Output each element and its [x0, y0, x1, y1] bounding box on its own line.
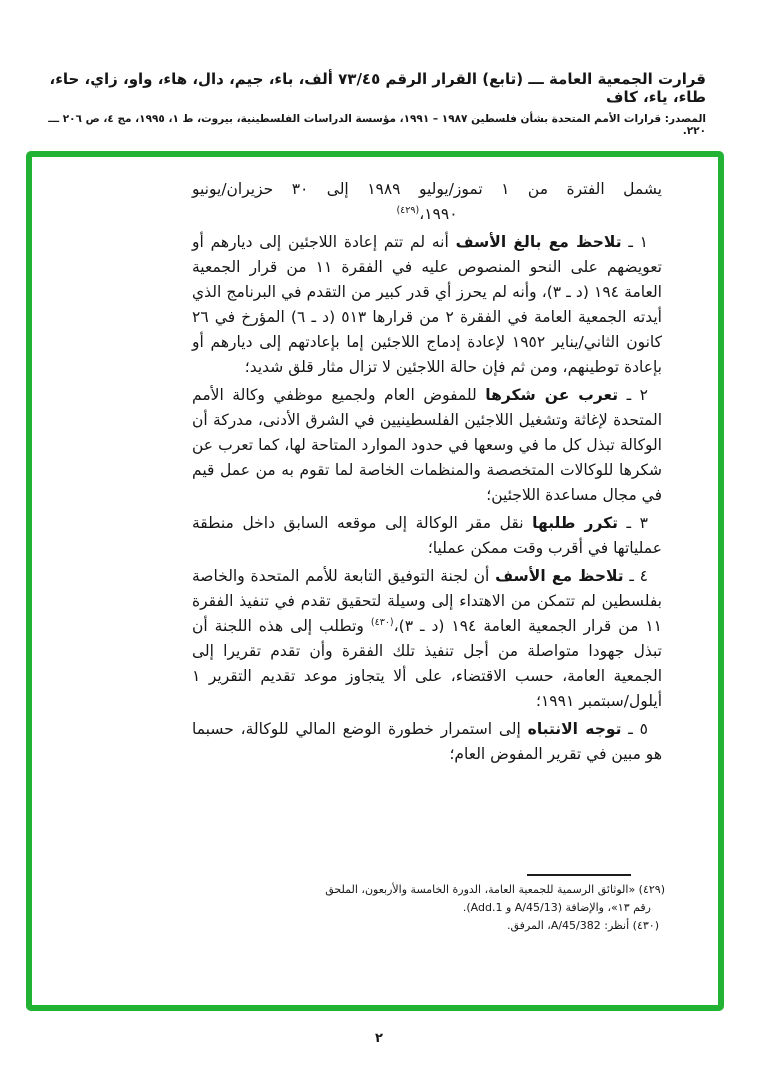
preamble-line-1: يشمل الفترة من ١ تموز/يوليو ١٩٨٩ إلى ٣٠ حزيران/يونيو	[192, 180, 662, 198]
preamble-year: ١٩٩٠،	[419, 205, 458, 223]
footnote-430: (٤٣٠) أنظر: A/45/382، المرفق.	[507, 919, 659, 932]
footnotes	[291, 881, 665, 935]
footnote-429-line-1: (٤٢٩) «الوثائق الرسمية للجمعية العامة، الدورة الخامسة والأربعون، الملحق	[325, 883, 665, 896]
header-source: المصدر: قرارات الأمم المتحدة بشأن فلسطين ١٩٨٧ – ١٩٩١، مؤسسة الدراسات الفلسطينية، بيروت، ط ١، ١٩٩٥، مج ٤، ص ٢٠٦ ـــ ٢٢٠.	[48, 113, 706, 137]
paragraph-number: ٢ ـ	[618, 386, 648, 404]
paragraph-4	[192, 564, 662, 714]
paragraph-lead-bold: تلاحظ مع بالغ الأسف	[455, 233, 622, 251]
paragraph-lead-bold: تلاحظ مع الأسف	[495, 567, 624, 585]
paragraph-text-cont: وتطلب إلى هذه اللجنة أن تبذل جهودا متواصلة من أجل تنفيذ تلك الفقرة وأن تقدم تقريرا إلى الجمعية العامة، حسب الاقتضاء، على ألا يتجاوز موعد تقديم التقرير ١ أيلول/سبتمبر ١٩٩١؛	[192, 617, 662, 710]
paragraph-text: إلى استمرار خطورة الوضع المالي للوكالة، حسبما هو مبين في تقرير المفوض العام؛	[192, 720, 662, 763]
paragraph-text: نقل مقر الوكالة إلى موقعه السابق داخل منطقة عملياتها في أقرب وقت ممكن عمليا؛	[192, 514, 662, 557]
footnote-divider	[527, 874, 631, 876]
preamble-line-2	[192, 202, 662, 227]
paragraph-text: أن لجنة التوفيق التابعة للأمم المتحدة والخاصة بفلسطين لم تتمكن من الاهتداء إلى وسيلة لتحقيق تقدم في تنفيذ الفقرة ١١ من قرار الجمعية العامة ١٩٤ (د ـ ٣)،	[192, 567, 662, 635]
paragraph-5	[192, 717, 662, 767]
footnote-ref-430: (٤٣٠)	[370, 616, 394, 628]
resolution-body	[192, 177, 662, 770]
header-title: قرارت الجمعية العامة ـــ (تابع) القرار الرقم ٧٣/٤٥ ألف، باء، جيم، دال، هاء، واو، زاي، حاء، طاء، ياء، كاف	[49, 70, 706, 106]
paragraph-3	[192, 511, 662, 561]
page-number: ٢	[375, 1031, 383, 1046]
paragraph-lead-bold: تكرر طلبها	[532, 514, 618, 532]
paragraph-number: ٤ ـ	[623, 567, 648, 585]
page-header	[40, 70, 706, 137]
paragraph-number: ٥ ـ	[621, 720, 648, 738]
paragraph-1	[192, 230, 662, 380]
paragraph-number: ١ ـ	[621, 233, 648, 251]
paragraph-lead-bold: توجه الانتباه	[527, 720, 622, 738]
footnote-ref-429: (٤٢٩)	[396, 204, 420, 216]
paragraph-2	[192, 383, 662, 508]
paragraph-text: أنه لم تتم إعادة اللاجئين إلى ديارهم أو تعويضهم على النحو المنصوص عليه في الفقرة ١١ من قرار الجمعية العامة ١٩٤ (د ـ ٣)، وأنه لم يحرز أي قدر كبير من التقدم في البرنامج الذي أيدته الجمعية العامة في الفقرة ٢ من قرارها ٥١٣ (د ـ ٦) المؤرخ في ٢٦ كانون الثاني/يناير ١٩٥٢ لإعادة إدماج اللاجئين إما بإعادتهم إلى ديارهم أو بإعادة توطينهم، ومن ثم فإن حالة اللاجئين لا تزال مثار قلق شديد؛	[192, 233, 663, 376]
footnote-429-line-2: رقم ١٣»، والإضافة (A/45/13 و Add.1).	[462, 901, 651, 914]
paragraph-text: للمفوض العام ولجميع موظفي وكالة الأمم المتحدة لإغاثة وتشغيل اللاجئين الفلسطينيين في الشرق الأدنى، مدركة أن الوكالة تبذل كل ما في وسعها في حدود الموارد المتاحة لها، كما تعرب عن شكرها للوكالات المتخصصة والمنظمات الخاصة لما تقوم به من عمل قيم في مجال مساعدة اللاجئين؛	[192, 386, 662, 504]
paragraph-lead-bold: تعرب عن شكرها	[485, 386, 619, 404]
paragraph-number: ٣ ـ	[617, 514, 648, 532]
